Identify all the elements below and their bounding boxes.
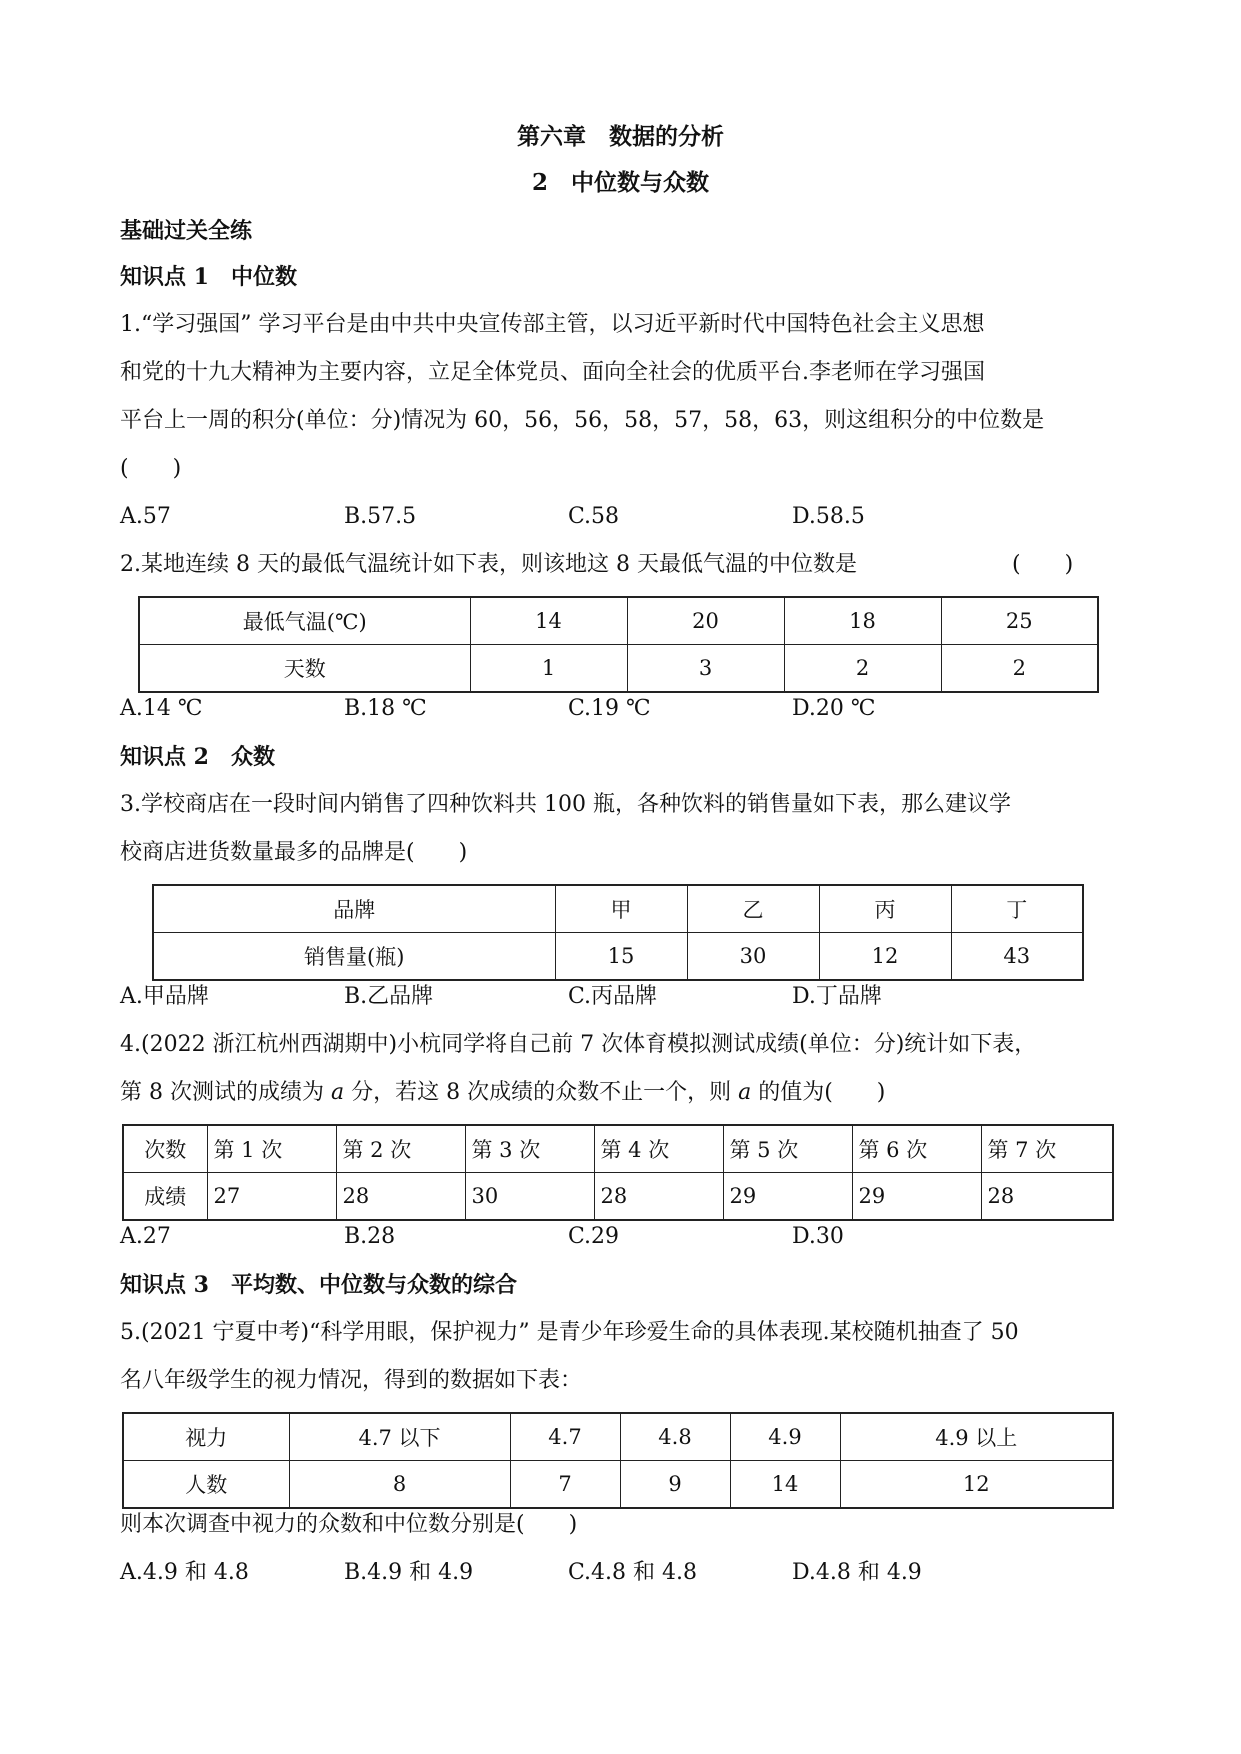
table-cell: 7 [510, 1461, 620, 1509]
q3-line-2: 校商店进货数量最多的品牌是( ) [120, 840, 468, 865]
q3-sales-table [152, 884, 1084, 981]
table-cell: 12 [840, 1461, 1113, 1509]
table-cell: 28 [594, 1173, 723, 1221]
q1-answer-paren: ( ) [120, 456, 182, 481]
q2-option-c: C.19 ℃ [568, 696, 651, 721]
table-cell: 丙 [819, 885, 951, 933]
q5-option-c: C.4.8 和 4.8 [568, 1560, 698, 1585]
table-cell: 4.9 [730, 1413, 840, 1461]
q2-option-d: D.20 ℃ [792, 696, 876, 721]
table-cell: 第 2 次 [336, 1125, 465, 1173]
table-row [123, 1125, 1113, 1173]
q5-option-a: A.4.9 和 4.8 [120, 1560, 249, 1585]
table-cell: 4.7 以下 [289, 1413, 510, 1461]
q5-line-2: 名八年级学生的视力情况，得到的数据如下表： [120, 1368, 583, 1393]
table-cell: 30 [465, 1173, 594, 1221]
table-cell: 人数 [123, 1461, 289, 1509]
table-row [123, 1173, 1113, 1221]
table-cell: 14 [470, 597, 627, 645]
table-cell: 15 [555, 933, 687, 981]
q3-option-c: C.丙品牌 [568, 984, 658, 1009]
table-cell: 品牌 [153, 885, 555, 933]
table-cell: 30 [687, 933, 819, 981]
q1-option-b: B.57.5 [344, 504, 417, 529]
q5-vision-table [122, 1412, 1114, 1509]
table-cell: 18 [784, 597, 941, 645]
q4-variable-a: a [738, 1080, 752, 1105]
q4-line-1: 4.(2022 浙江杭州西湖期中)小杭同学将自己前 7 次体育模拟测试成绩(单位：分)统计如下表， [120, 1032, 1037, 1057]
q4-line-2-part-2: 分，若这 8 次成绩的众数不止一个，则 [344, 1080, 739, 1105]
section-title: 2 中位数与众数 [531, 169, 709, 196]
table-cell: 3 [627, 645, 784, 693]
table-cell: 第 4 次 [594, 1125, 723, 1173]
q2-temperature-table [138, 596, 1099, 693]
table-cell: 第 5 次 [723, 1125, 852, 1173]
q2-stem: 2.某地连续 8 天的最低气温统计如下表，则该地这 8 天最低气温的中位数是 [120, 552, 857, 577]
table-cell: 第 3 次 [465, 1125, 594, 1173]
q2-option-b: B.18 ℃ [344, 696, 427, 721]
q4-option-d: D.30 [792, 1224, 844, 1249]
table-row [123, 1461, 1113, 1509]
table-cell: 销售量(瓶) [153, 933, 555, 981]
table-cell: 25 [941, 597, 1098, 645]
q4-option-c: C.29 [568, 1224, 620, 1249]
table-cell: 28 [336, 1173, 465, 1221]
q4-option-a: A.27 [120, 1224, 171, 1249]
table-cell: 2 [784, 645, 941, 693]
q4-variable-a: a [330, 1080, 345, 1105]
q1-line-2: 和党的十九大精神为主要内容，立足全体党员、面向全社会的优质平台.李老师在学习强国 [120, 360, 985, 385]
table-row [139, 597, 1098, 645]
q3-line-1: 3.学校商店在一段时间内销售了四种饮料共 100 瓶，各种饮料的销售量如下表，那么建议学 [120, 792, 1011, 817]
q1-option-c: C.58 [568, 504, 620, 529]
q3-option-b: B.乙品牌 [344, 984, 434, 1009]
table-cell: 天数 [139, 645, 470, 693]
chapter-title: 第六章 数据的分析 [517, 123, 724, 150]
table-row [153, 885, 1083, 933]
table-cell: 14 [730, 1461, 840, 1509]
table-cell: 4.8 [620, 1413, 730, 1461]
q5-option-d: D.4.8 和 4.9 [792, 1560, 922, 1585]
table-cell: 最低气温(℃) [139, 597, 470, 645]
q4-line-2-part-3: 的值为( ) [751, 1080, 886, 1105]
q2-option-a: A.14 ℃ [120, 696, 203, 721]
table-cell: 2 [941, 645, 1098, 693]
q4-line-2-part-1: 第 8 次测试的成绩为 [120, 1080, 331, 1105]
q1-line-1: 1.“学习强国” 学习平台是由中共中央宣传部主管，以习近平新时代中国特色社会主义思想 [120, 312, 985, 337]
q2-answer-paren: ( ) [1012, 552, 1074, 577]
table-cell: 4.9 以上 [840, 1413, 1113, 1461]
table-cell: 43 [951, 933, 1083, 981]
q5-option-b: B.4.9 和 4.9 [344, 1560, 474, 1585]
table-cell: 第 1 次 [207, 1125, 336, 1173]
q4-option-b: B.28 [344, 1224, 396, 1249]
table-cell: 丁 [951, 885, 1083, 933]
q4-scores-table [122, 1124, 1114, 1221]
table-cell: 28 [981, 1173, 1113, 1221]
table-cell: 4.7 [510, 1413, 620, 1461]
knowledge-point-3-title: 知识点 3 平均数、中位数与众数的综合 [120, 1272, 517, 1298]
q1-option-a: A.57 [120, 504, 171, 529]
table-cell: 20 [627, 597, 784, 645]
table-row [123, 1413, 1113, 1461]
q1-line-3: 平台上一周的积分(单位：分)情况为 60，56，56，58，57，58，63，则这组积分的中位数是 [120, 408, 1045, 433]
knowledge-point-2-title: 知识点 2 众数 [120, 744, 275, 770]
table-cell: 29 [723, 1173, 852, 1221]
table-row [153, 933, 1083, 981]
table-cell: 成绩 [123, 1173, 207, 1221]
table-cell: 27 [207, 1173, 336, 1221]
table-cell: 29 [852, 1173, 981, 1221]
table-cell: 1 [470, 645, 627, 693]
table-cell: 8 [289, 1461, 510, 1509]
q4-line-2 [120, 1078, 1130, 1108]
q3-option-d: D.丁品牌 [792, 984, 882, 1009]
table-cell: 乙 [687, 885, 819, 933]
table-cell: 次数 [123, 1125, 207, 1173]
table-cell: 第 6 次 [852, 1125, 981, 1173]
table-cell: 视力 [123, 1413, 289, 1461]
table-row [139, 645, 1098, 693]
table-cell: 9 [620, 1461, 730, 1509]
q5-line-1: 5.(2021 宁夏中考)“科学用眼，保护视力” 是青少年珍爱生命的具体表现.某校随机抽查了 50 [120, 1320, 1019, 1345]
table-cell: 甲 [555, 885, 687, 933]
q1-option-d: D.58.5 [792, 504, 865, 529]
q3-option-a: A.甲品牌 [120, 984, 209, 1009]
knowledge-point-1-title: 知识点 1 中位数 [120, 264, 297, 290]
table-cell: 第 7 次 [981, 1125, 1113, 1173]
table-cell: 12 [819, 933, 951, 981]
q5-line-3: 则本次调查中视力的众数和中位数分别是( ) [120, 1512, 578, 1537]
practice-title: 基础过关全练 [120, 218, 253, 244]
